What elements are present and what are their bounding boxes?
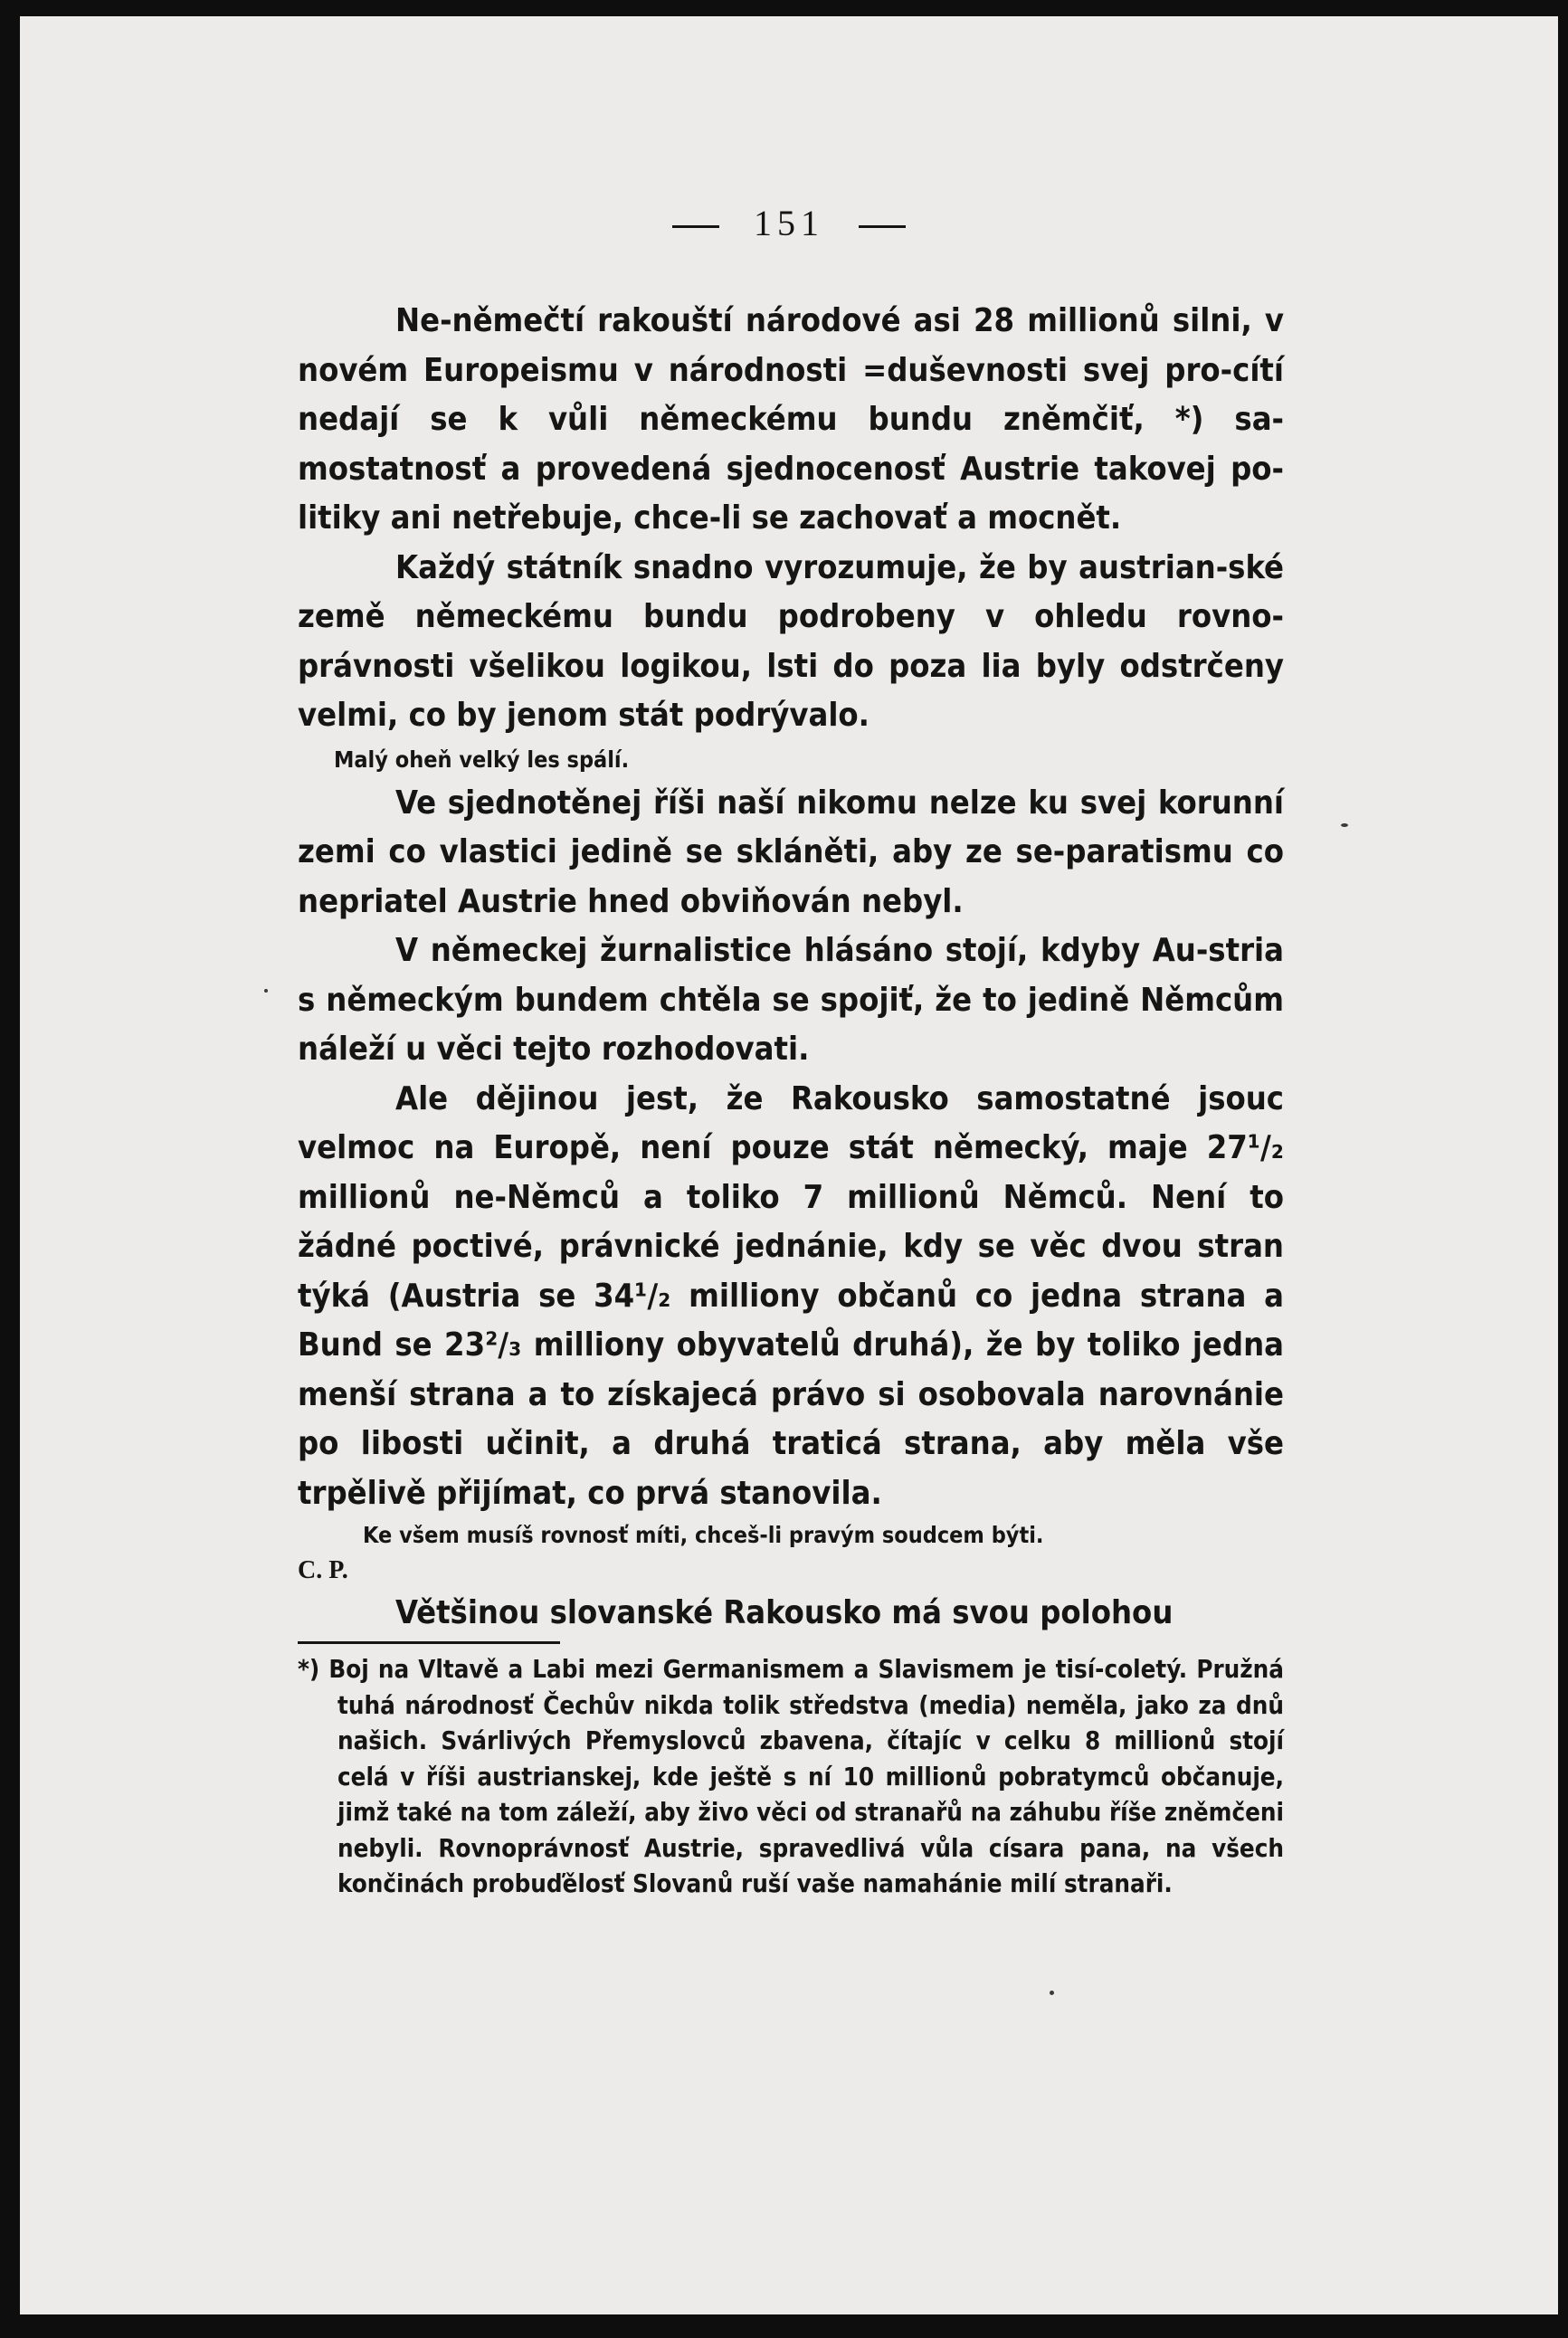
signature: C. P. — [298, 1556, 348, 1584]
scan-speck — [1341, 823, 1348, 827]
paragraph-4: V německej žurnalistice hlásáno stojí, kdyby Au-stria s německým bundem chtěla se spojiť, že to jedině Němcům náleží u věci tejto rozhodovati. — [298, 932, 1284, 1068]
footnote — [298, 1652, 1284, 1903]
footnote-text: *) Boj na Vltavě a Labi mezi Germanismem a Slavismem je tisí-coletý. Pružná tuhá národnosť Čechův nikda tolik středstva (media) neměla, jako za dnů našich. Svárlivých Přemyslovců zbavena, čítajíc v celku 8 millionů stojí celá v říši austrianskej, kde ještě s ní 10 millionů pobratymců občanuje, jimž také na tom záleží, aby živo věci od stranařů na záhubu říše zněmčeni nebyli. Rovnoprávnosť Austrie, spravedlivá vůla císara pana, na všech končinách probuďělosť Slovanů ruší vaše namahánie milí stranaři. — [298, 1655, 1284, 1898]
paragraph-5: Ale dějinou jest, že Rakousko samostatné jsouc velmoc na Europě, není pouze stát německý, maje 27¹/₂ millionů ne-Němců a toliko 7 millionů Němců. Není to žádné poctivé, právnické jednánie, kdy se věc dvou stran týká (Austria se 34¹/₂ milliony občanů co jedna strana a Bund se 23²/₃ milliony obyvatelů druhá), že by toliko jedna menší strana a to získajecá právo si osobovala narovnánie po libosti učinit, a druhá traticá strana, aby měla vše trpělivě přijímat, co prvá stanovila. — [298, 1079, 1284, 1512]
motto-1: Malý oheň velký les spálí. — [334, 746, 630, 773]
scan-speck — [264, 989, 268, 993]
book-page — [20, 16, 1558, 2314]
scan-border — [0, 0, 20, 2338]
page-number: 151 — [754, 203, 824, 243]
paragraph-2: Každý státník snadno vyrozumuje, že by austrian-ské země německému bundu podrobeny v ohledu rovno-právnosti všelikou logikou, lsti do poza lia byly odstrčeny velmi, co by jenom stát podrývalo. — [298, 548, 1284, 734]
header-dash-right — [859, 225, 906, 228]
paragraph-3: Ve sjednotěnej říši naší nikomu nelze ku svej korunní zemi co vlastici jedině se skláněti, aby ze se-paratismu co nepriatel Austrie hned obviňován nebyl. — [298, 784, 1284, 920]
scan-speck — [1050, 1991, 1054, 1995]
footnote-rule — [298, 1641, 560, 1644]
header-dash-left — [672, 225, 719, 228]
body-text — [298, 297, 1284, 1639]
motto-2: Ke všem musíš rovnosť míti, chceš-li pravým soudcem býti. — [363, 1522, 1044, 1548]
page-header — [20, 202, 1558, 244]
paragraph-1: Ne-němečtí rakouští národové asi 28 millionů silni, v novém Europeismu v národnosti =duševnosti svej pro-cítí nedají se k vůli německému bundu zněmčiť, *) sa-mostatnosť a provedená sjednocenosť Austrie takovej po-litiky ani netřebuje, chce-li se zachovať a mocnět. — [298, 302, 1284, 537]
last-line: Většinou slovanské Rakousko má svou polohou — [395, 1594, 1174, 1631]
